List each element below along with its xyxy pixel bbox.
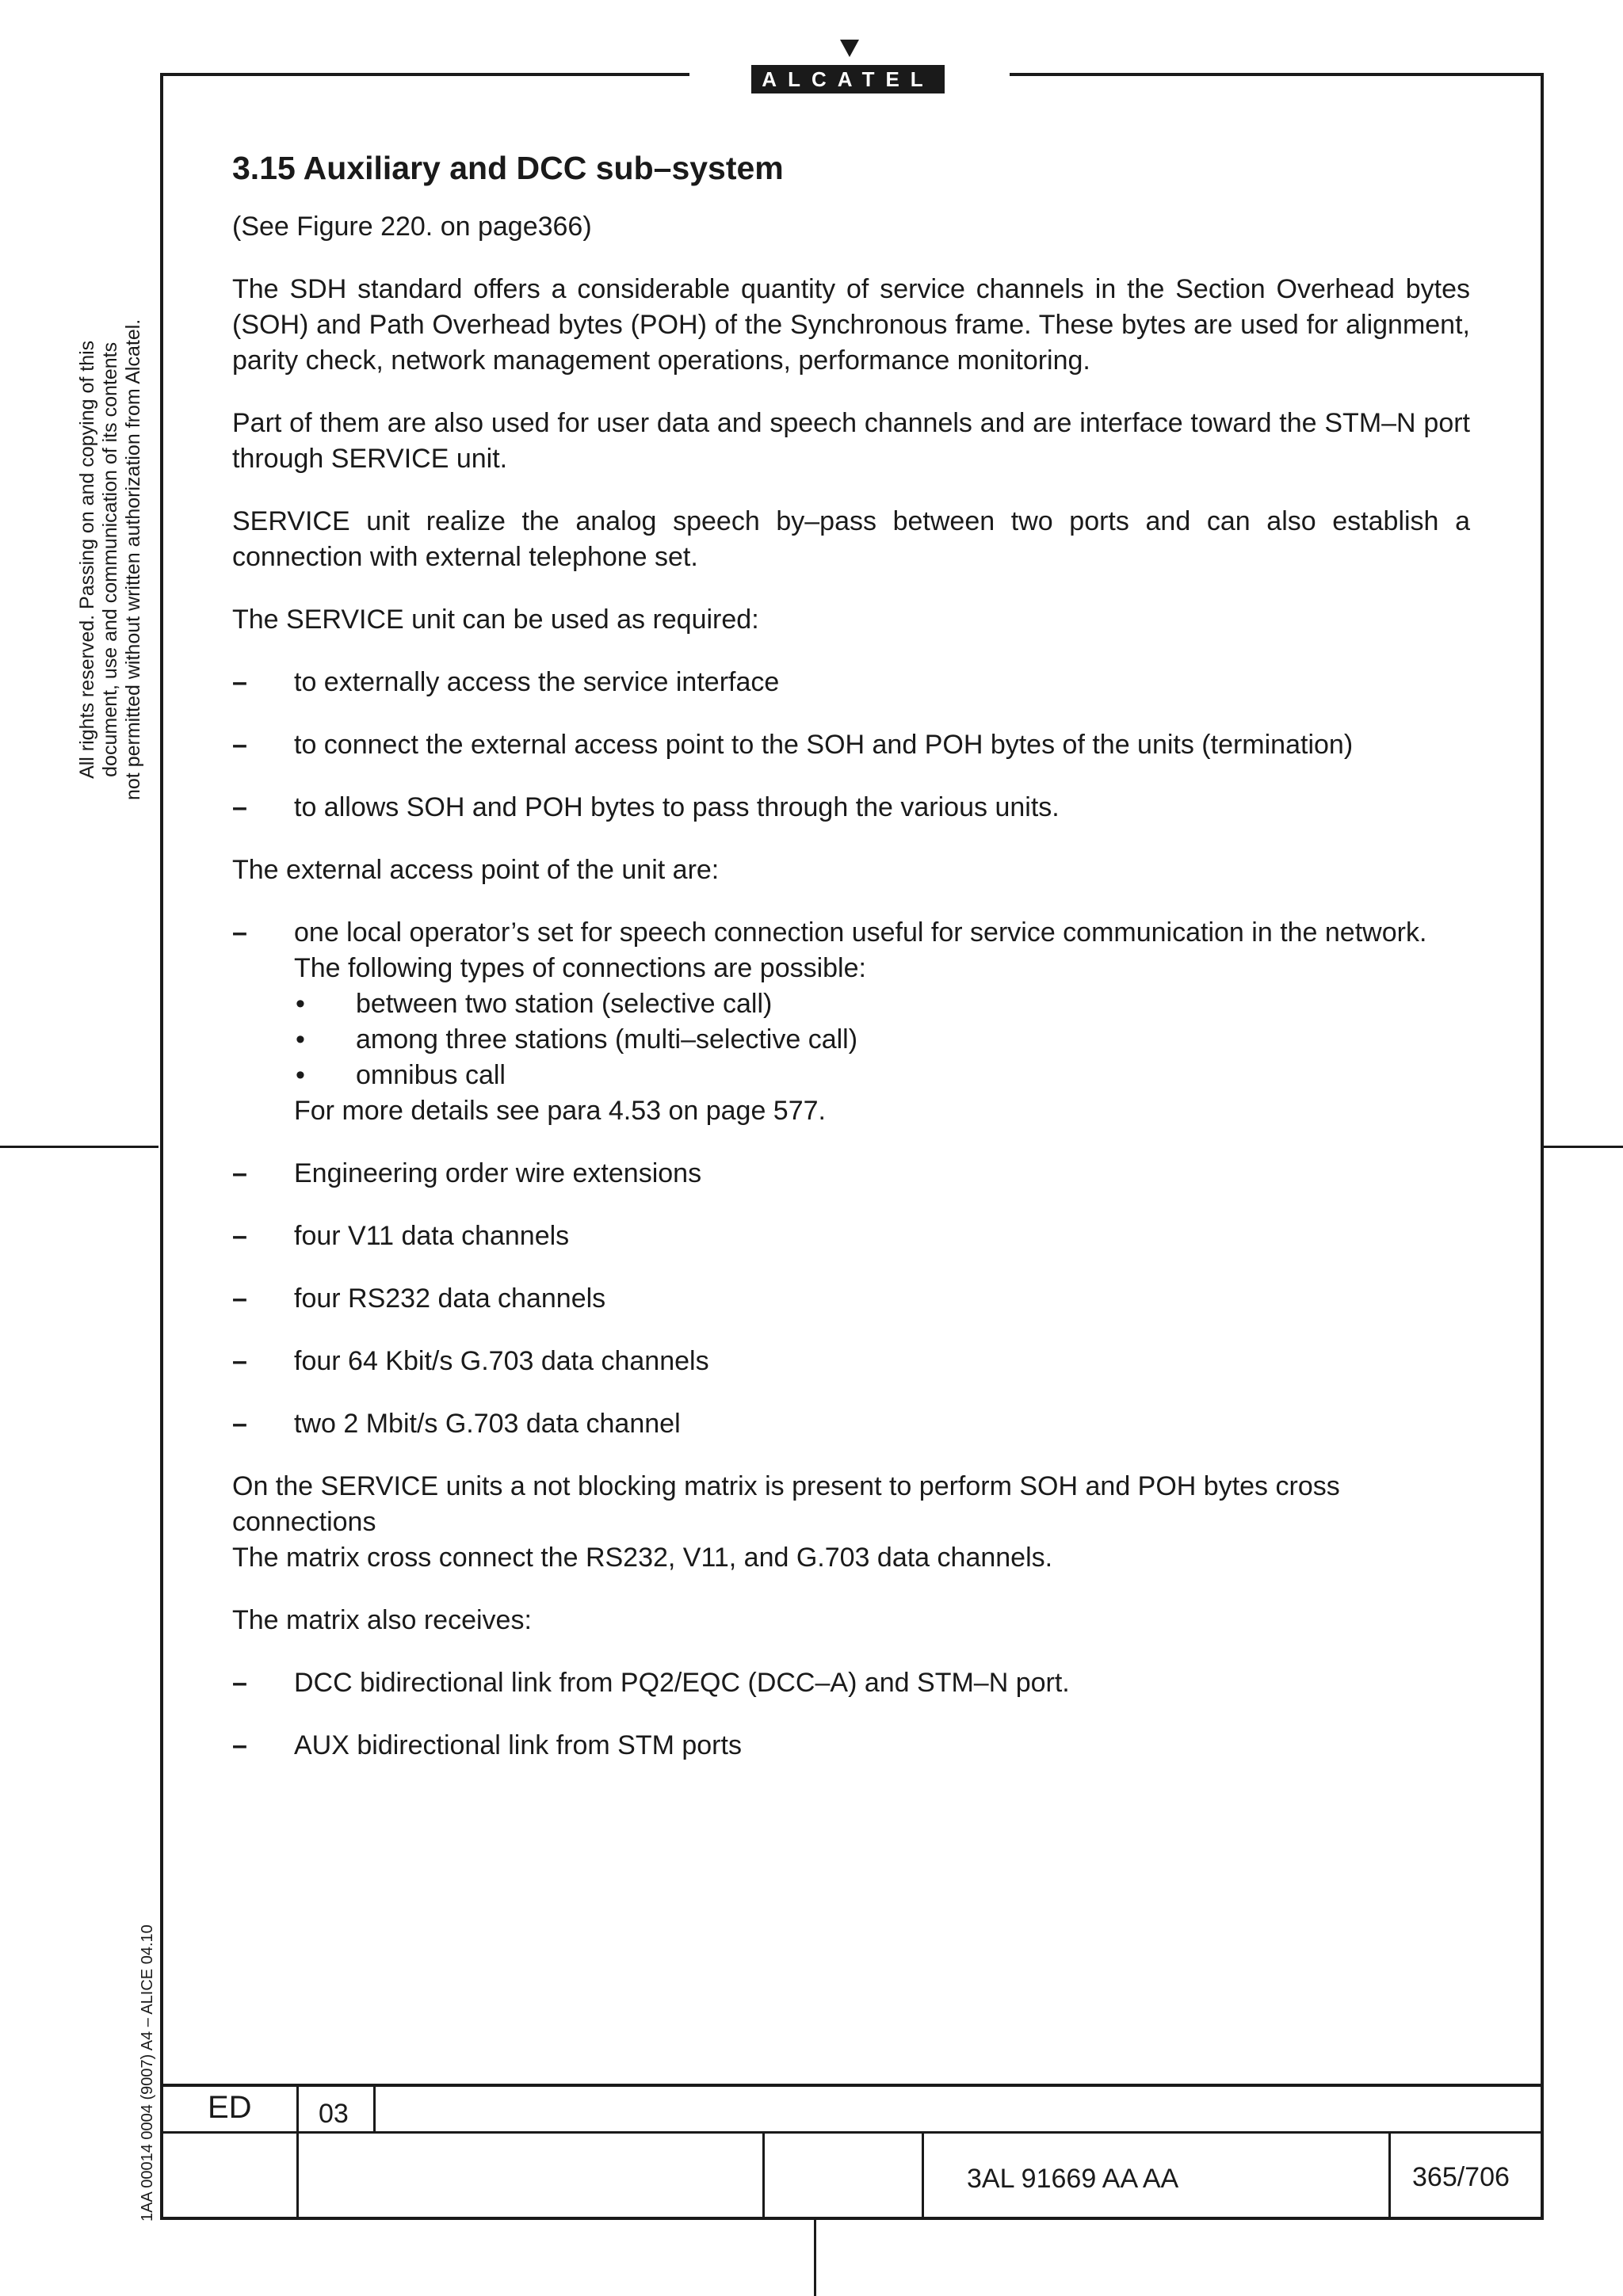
rights-line: not permitted without written authorization from Alcatel. (122, 318, 144, 800)
dash-bullet: – (232, 667, 247, 697)
dash-bullet: – (232, 1283, 247, 1314)
paragraph: The external access point of the unit are: (232, 855, 720, 885)
list-item-text: DCC bidirectional link from PQ2/EQC (DCC–A) and STM–N port. (294, 1668, 1070, 1698)
list-item (232, 1665, 1470, 1701)
alcatel-logo: ALCATEL (751, 65, 945, 93)
list-item-text: to allows SOH and POH bytes to pass through the various units. (294, 792, 1060, 822)
list-item (232, 1156, 1470, 1192)
dash-bullet: – (232, 917, 247, 948)
list-item-text: two 2 Mbit/s G.703 data channel (294, 1409, 681, 1439)
list-item (232, 1281, 1470, 1317)
list-item-text: four 64 Kbit/s G.703 data channels (294, 1346, 709, 1376)
paragraph: The matrix also receives: (232, 1605, 532, 1635)
dash-bullet: – (232, 1409, 247, 1439)
logo-triangle-icon (840, 40, 859, 57)
page-frame-top-left (160, 73, 689, 76)
section-title: 3.15 Auxiliary and DCC sub–system (232, 150, 784, 186)
bullet-item: • among three stations (multi–selective call) (294, 1022, 1470, 1058)
list-item-text: to externally access the service interface (294, 667, 780, 697)
section-content (232, 146, 1470, 1791)
paragraph-line: The matrix cross connect the RS232, V11, and G.703 data channels. (232, 1543, 1053, 1573)
fold-mark-bottom (814, 2220, 816, 2296)
list-item (232, 790, 1470, 826)
list-item-text: The following types of connections are possible: (294, 953, 866, 983)
list-item (232, 665, 1470, 700)
footer-divider (922, 2131, 924, 2218)
rights-line: document, use and communication of its contents (99, 341, 121, 777)
edition-value: 03 (319, 2099, 349, 2129)
list-item (232, 915, 1470, 1129)
paragraph (232, 1469, 1470, 1576)
list-item (232, 727, 1470, 763)
details-reference: For more details see para 4.53 on page 577. (294, 1096, 826, 1126)
form-code: 1AA 00014 0004 (9007) A4 – ALICE 04.10 (139, 1924, 156, 2222)
fold-mark-right (1544, 1146, 1623, 1148)
list-item-text: four RS232 data channels (294, 1283, 606, 1314)
bullet-item: • between two station (selective call) (294, 986, 1470, 1022)
footer-rule-middle (160, 2131, 1544, 2134)
fold-mark-left (0, 1146, 158, 1148)
paragraph: The SERVICE unit can be used as required: (232, 605, 759, 635)
bullet-item: • omnibus call (294, 1058, 1470, 1093)
paragraph: SERVICE unit realize the analog speech by–pass between two ports and can also establish a connection with external telephone set. (232, 506, 1470, 572)
list-item (232, 1344, 1470, 1379)
dash-bullet: – (232, 1730, 247, 1760)
connection-types-list (294, 986, 1470, 1093)
paragraph: The SDH standard offers a considerable quantity of service channels in the Section Overhead bytes (SOH) and Path Overhead bytes (POH) of the Synchronous frame. These bytes are used for alignment, parity check, network management operations, performance monitoring. (232, 274, 1470, 376)
page-number: 365/706 (1412, 2162, 1510, 2192)
footer-divider (373, 2084, 376, 2133)
dash-bullet: – (232, 1221, 247, 1251)
page-frame-left (160, 73, 163, 2220)
list-item-text: AUX bidirectional link from STM ports (294, 1730, 742, 1760)
list-item-text: one local operator’s set for speech connection useful for service communication in the network. (294, 917, 1427, 948)
page-frame-top-right (1010, 73, 1544, 76)
footer-divider (1388, 2131, 1391, 2218)
footer-divider (762, 2131, 765, 2218)
list-item (232, 1406, 1470, 1442)
edition-label: ED (208, 2090, 252, 2125)
list-item-text: to connect the external access point to the SOH and POH bytes of the units (termination) (294, 730, 1354, 760)
footer-divider (296, 2084, 299, 2218)
dash-bullet: – (232, 792, 247, 822)
list-item-text: Engineering order wire extensions (294, 1158, 702, 1188)
paragraph-line: On the SERVICE units a not blocking matrix is present to perform SOH and POH bytes cross connections (232, 1471, 1340, 1537)
list-item (232, 1219, 1470, 1254)
list-item-text: four V11 data channels (294, 1221, 570, 1251)
rights-notice (76, 319, 145, 800)
see-reference: (See Figure 220. on page366) (232, 212, 592, 242)
footer-rule-top (160, 2084, 1544, 2087)
dash-bullet: – (232, 1346, 247, 1376)
dash-bullet: – (232, 1158, 247, 1188)
paragraph: Part of them are also used for user data and speech channels and are interface toward the STM–N port through SERVICE unit. (232, 408, 1470, 474)
rights-line: All rights reserved. Passing on and copying of this (76, 340, 98, 779)
document-code: 3AL 91669 AA AA (967, 2164, 1179, 2194)
dash-bullet: – (232, 730, 247, 760)
dash-bullet: – (232, 1668, 247, 1698)
page-frame-bottom (160, 2217, 1544, 2220)
list-item (232, 1728, 1470, 1764)
